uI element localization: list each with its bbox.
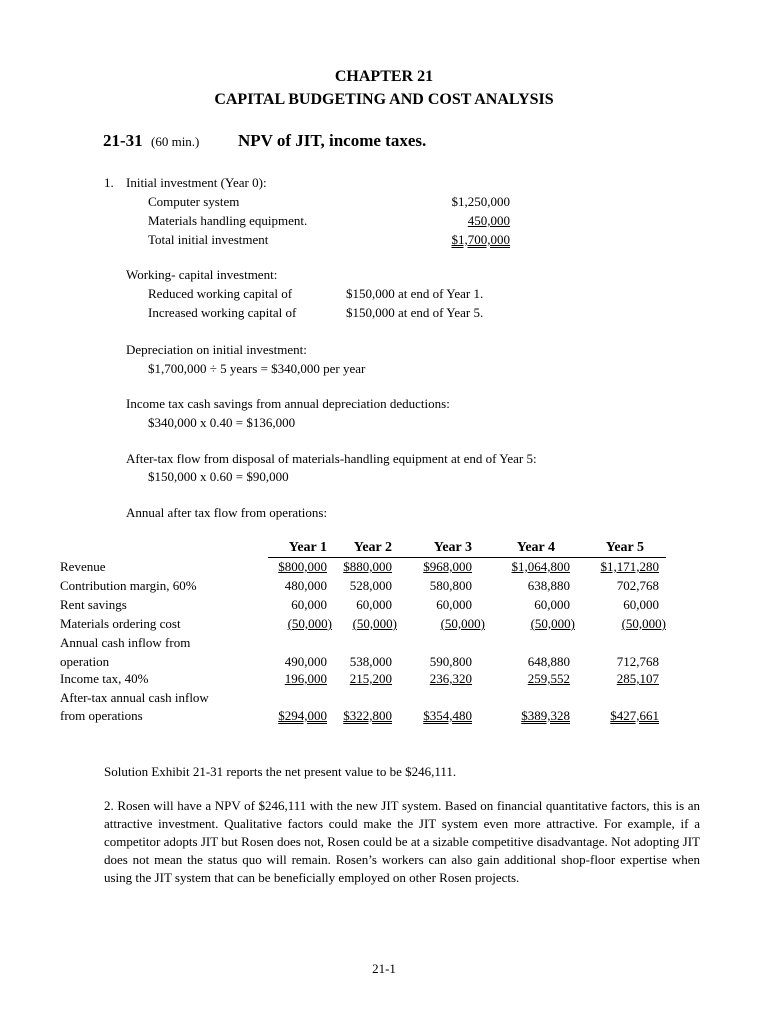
table-cell: 60,000: [356, 597, 392, 612]
table-cell: 648,880: [527, 654, 570, 669]
table-cell: 215,200: [349, 671, 392, 686]
working-capital-value: $150,000 at end of Year 1.: [346, 286, 484, 301]
year-header: Year 2: [353, 540, 392, 555]
disposal-heading: After-tax flow from disposal of materials-handling equipment at end of Year 5:: [126, 451, 537, 466]
table-cell: (50,000): [440, 616, 485, 631]
working-capital-value: $150,000 at end of Year 5.: [346, 305, 484, 320]
table-cell: (50,000): [621, 616, 666, 631]
table-cell: $389,328: [521, 708, 570, 723]
table-cell: 60,000: [291, 597, 327, 612]
operations-heading: Annual after tax flow from operations:: [126, 505, 328, 520]
tax-savings-heading: Income tax cash savings from annual depreciation deductions:: [126, 396, 450, 411]
depreciation-calc: $1,700,000 ÷ 5 years = $340,000 per year: [148, 361, 366, 376]
tax-savings-calc: $340,000 x 0.40 = $136,000: [148, 415, 296, 430]
table-cell: $800,000: [278, 559, 327, 574]
chapter-heading: CHAPTER 21: [334, 68, 434, 85]
part-2-paragraph: 2. Rosen will have a NPV of $246,111 with the new JIT system. Based on financial quantitative factors, this is an attractive investment. Qualitative factors could make the JIT system even more attractive. For example, if a competitor adopts JIT but Rosen does not, Rosen could be at a sizable competitive disadvantage. Not adopting JIT does not mean the status quo will remain. Rosen’s workers can also gain additional shop-floor expertise when using the JIT system that can be beneficially employed on other Rosen projects.: [104, 798, 700, 885]
table-cell: 236,320: [429, 671, 472, 686]
row-label: Income tax, 40%: [60, 671, 149, 686]
table-cell: $354,480: [423, 708, 472, 723]
table-cell: $1,171,280: [600, 559, 659, 574]
part-1-marker: 1.: [104, 175, 114, 190]
table-cell: 60,000: [436, 597, 472, 612]
table-cell: $294,000: [278, 708, 327, 723]
depreciation-heading: Depreciation on initial investment:: [126, 342, 307, 357]
table-cell: $968,000: [423, 559, 472, 574]
row-label: After-tax annual cash inflow: [60, 690, 209, 705]
page-number: 21-1: [372, 961, 396, 976]
table-cell: $427,661: [610, 708, 659, 723]
table-cell: 490,000: [284, 654, 327, 669]
table-cell: 528,000: [349, 578, 392, 593]
table-cell: 538,000: [349, 654, 392, 669]
table-cell: (50,000): [352, 616, 397, 631]
table-cell: 702,768: [616, 578, 659, 593]
investment-value: 450,000: [467, 213, 510, 228]
table-cell: $322,800: [343, 708, 392, 723]
table-cell: 196,000: [284, 671, 327, 686]
row-label: Materials ordering cost: [60, 616, 181, 631]
row-label: Annual cash inflow from: [60, 635, 191, 650]
row-label: Revenue: [60, 559, 106, 574]
table-cell: $880,000: [343, 559, 392, 574]
investment-label: Materials handling equipment.: [148, 213, 308, 228]
initial-investment-heading: Initial investment (Year 0):: [126, 175, 267, 190]
table-cell: 259,552: [527, 671, 570, 686]
row-label: Rent savings: [60, 597, 127, 612]
row-label: from operations: [60, 708, 143, 723]
year-header: Year 4: [516, 540, 555, 555]
investment-total-label: Total initial investment: [148, 232, 269, 247]
year-header: Year 5: [605, 540, 644, 555]
solution-note: Solution Exhibit 21-31 reports the net present value to be $246,111.: [104, 764, 457, 779]
investment-label: Computer system: [148, 194, 240, 209]
row-label: operation: [60, 654, 110, 669]
table-cell: 60,000: [623, 597, 659, 612]
investment-total-value: $1,700,000: [451, 232, 510, 247]
table-cell: 590,800: [429, 654, 472, 669]
year-header: Year 3: [433, 540, 472, 555]
table-cell: 285,107: [616, 671, 659, 686]
investment-value: $1,250,000: [451, 194, 510, 209]
problem-number: 21-31: [103, 131, 143, 150]
table-cell: $1,064,800: [511, 559, 570, 574]
problem-time: (60 min.): [151, 134, 200, 149]
table-cell: 60,000: [534, 597, 570, 612]
table-cell: (50,000): [287, 616, 332, 631]
working-capital-heading: Working- capital investment:: [126, 267, 278, 282]
table-cell: 480,000: [284, 578, 327, 593]
table-cell: 712,768: [616, 654, 659, 669]
working-capital-label: Increased working capital of: [148, 305, 297, 320]
header-rule: [268, 557, 666, 558]
disposal-calc: $150,000 x 0.60 = $90,000: [148, 469, 289, 484]
chapter-subtitle: CAPITAL BUDGETING AND COST ANALYSIS: [214, 91, 554, 108]
table-cell: 580,800: [429, 578, 472, 593]
year-header: Year 1: [288, 540, 327, 555]
row-label: Contribution margin, 60%: [60, 578, 197, 593]
working-capital-label: Reduced working capital of: [148, 286, 293, 301]
table-cell: 638,880: [527, 578, 570, 593]
table-cell: (50,000): [530, 616, 575, 631]
problem-title: NPV of JIT, income taxes.: [238, 131, 427, 150]
